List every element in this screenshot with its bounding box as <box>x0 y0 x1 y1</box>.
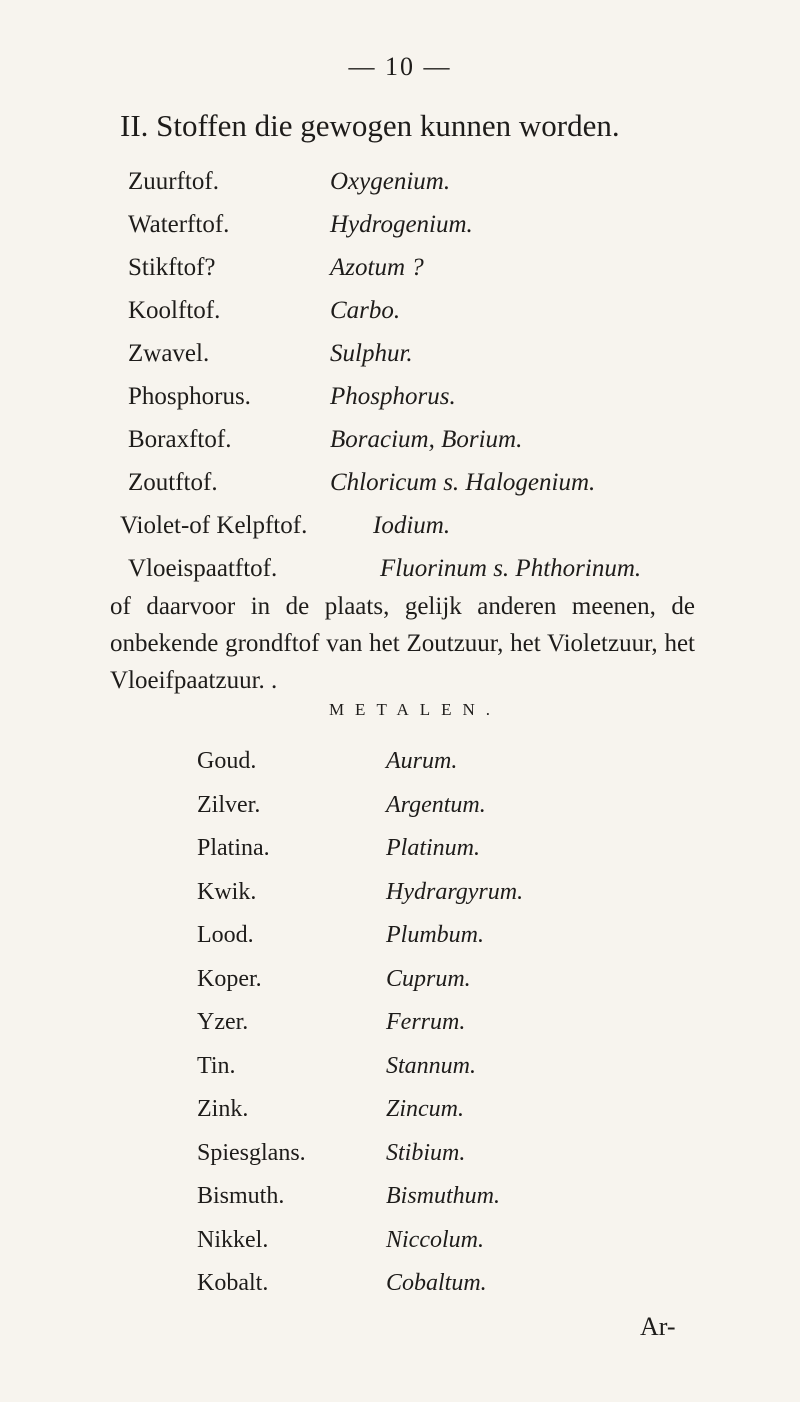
metal-dutch-name: Koper. <box>197 965 262 992</box>
element-row <box>128 426 768 469</box>
element-dutch-name: Boraxftof. <box>128 426 232 453</box>
metal-dutch-name: Lood. <box>197 922 254 948</box>
element-latin-name: Boracium, Borium. <box>330 426 523 453</box>
metal-latin-name: Plumbum. <box>386 922 484 948</box>
element-row <box>128 383 768 426</box>
element-latin-name: Azotum ? <box>330 254 424 281</box>
metal-dutch-name: Zilver. <box>197 791 261 818</box>
section-heading: II. Stoffen die gewogen kunnen worden. <box>120 108 620 143</box>
element-latin-name: Iodium. <box>373 512 451 539</box>
element-latin-name: Phosphorus. <box>330 383 456 410</box>
metal-latin-name: Aurum. <box>386 748 458 774</box>
metal-latin-name: Hydrargyrum. <box>386 878 524 905</box>
metal-dutch-name: Bismuth. <box>197 1183 285 1209</box>
metal-row <box>197 1009 697 1053</box>
metal-latin-name: Cobaltum. <box>386 1270 487 1296</box>
element-dutch-name: Waterftof. <box>128 211 230 238</box>
element-dutch-name: Violet-of Kelpftof. <box>120 512 308 539</box>
element-row <box>120 512 768 555</box>
metal-dutch-name: Zink. <box>197 1096 249 1122</box>
element-dutch-name: Phosphorus. <box>128 383 251 410</box>
element-dutch-name: Zuurftof. <box>128 168 219 195</box>
element-row <box>128 168 768 211</box>
metals-list <box>197 748 697 1314</box>
metal-latin-name: Zincum. <box>386 1096 464 1122</box>
metal-latin-name: Platinum. <box>386 835 480 861</box>
metal-row <box>197 1183 697 1227</box>
metal-dutch-name: Tin. <box>197 1052 236 1079</box>
metal-row <box>197 1053 697 1097</box>
element-latin-name: Chloricum s. Halogenium. <box>330 469 596 496</box>
metal-row <box>197 835 697 879</box>
element-dutch-name: Zoutftof. <box>128 469 218 496</box>
element-row <box>128 340 768 383</box>
metal-latin-name: Argentum. <box>386 791 486 818</box>
elements-list <box>120 168 768 598</box>
element-dutch-name: Zwavel. <box>128 340 210 367</box>
metal-dutch-name: Kobalt. <box>197 1270 269 1296</box>
page-number: — 10 — <box>348 52 452 81</box>
metal-latin-name: Stibium. <box>386 1139 466 1166</box>
metal-dutch-name: Kwik. <box>197 878 257 905</box>
element-row <box>128 297 768 340</box>
metal-latin-name: Niccolum. <box>386 1226 484 1253</box>
element-dutch-name: Vloeispaatftof. <box>128 555 278 582</box>
metal-row <box>197 1140 697 1184</box>
metal-dutch-name: Platina. <box>197 835 270 861</box>
element-latin-name: Carbo. <box>330 297 401 324</box>
catchword: Ar- <box>640 1312 676 1341</box>
element-latin-name: Sulphur. <box>330 340 413 367</box>
metal-dutch-name: Goud. <box>197 748 257 774</box>
metal-dutch-name: Yzer. <box>197 1009 249 1035</box>
metal-row <box>197 1270 697 1314</box>
metal-row <box>197 966 697 1010</box>
metal-latin-name: Cuprum. <box>386 965 471 992</box>
metal-row <box>197 1227 697 1271</box>
element-row <box>128 469 768 512</box>
metal-row <box>197 879 697 923</box>
metal-row <box>197 922 697 966</box>
metal-row <box>197 792 697 836</box>
metal-dutch-name: Nikkel. <box>197 1226 269 1253</box>
element-latin-name: Fluorinum s. Phthorinum. <box>380 555 642 582</box>
element-row <box>128 254 768 297</box>
element-row <box>128 211 768 254</box>
metals-heading: METALEN. <box>328 700 502 719</box>
body-paragraph: of daarvoor in de plaats, gelijk anderen meenen, de onbekende grondftof van het Zoutzuur, het Violetzuur, het Vloeifpaatzuur. . <box>110 593 695 694</box>
metal-row <box>197 1096 697 1140</box>
metal-dutch-name: Spiesglans. <box>197 1139 306 1166</box>
element-latin-name: Oxygenium. <box>330 168 451 195</box>
metal-row <box>197 748 697 792</box>
element-dutch-name: Stikftof? <box>128 254 216 281</box>
metal-latin-name: Ferrum. <box>386 1009 466 1035</box>
element-latin-name: Hydrogenium. <box>330 211 473 238</box>
metal-latin-name: Bismuthum. <box>386 1183 500 1209</box>
element-dutch-name: Koolftof. <box>128 297 221 324</box>
metal-latin-name: Stannum. <box>386 1052 476 1079</box>
